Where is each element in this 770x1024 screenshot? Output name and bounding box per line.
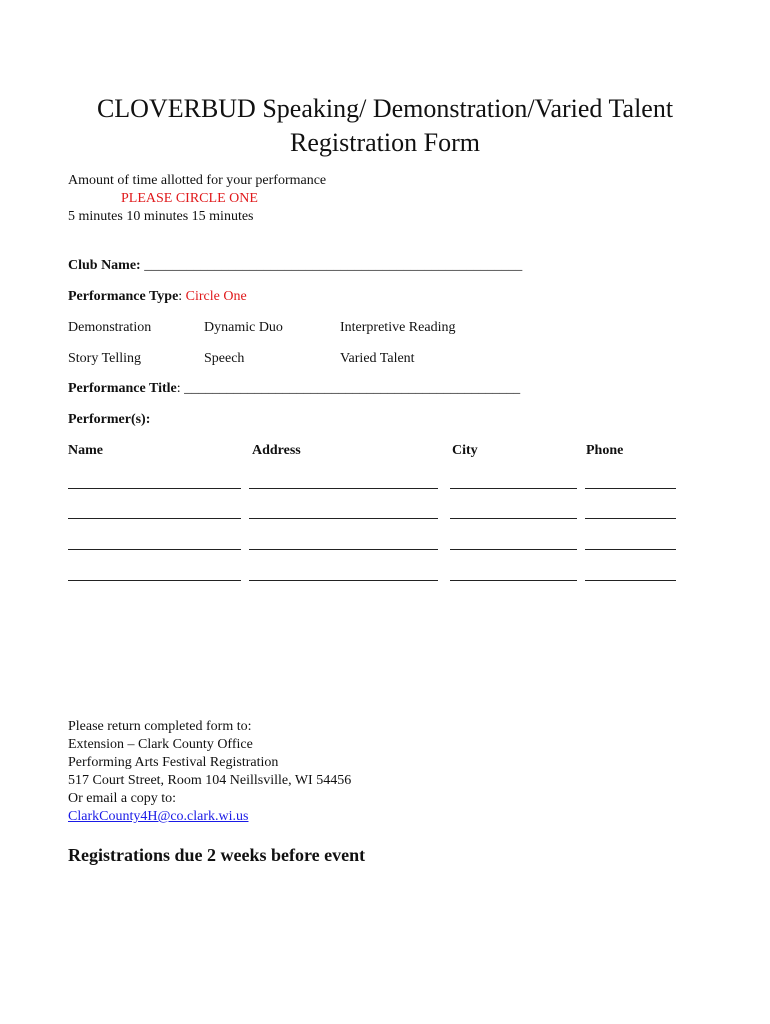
club-name-label: Club Name:	[68, 258, 141, 273]
option-varied-talent[interactable]: Varied Talent	[340, 351, 415, 366]
option-demonstration[interactable]: Demonstration	[68, 320, 152, 335]
return-line-1: Please return completed form to:	[68, 719, 252, 734]
performer-address-field[interactable]	[249, 549, 438, 550]
column-header-name: Name	[68, 443, 103, 458]
performance-title-label: Performance Title	[68, 381, 177, 396]
option-story-telling[interactable]: Story Telling	[68, 351, 142, 366]
option-interpretive-reading[interactable]: Interpretive Reading	[340, 320, 456, 335]
option-speech[interactable]: Speech	[204, 351, 245, 366]
time-options: 5 minutes 10 minutes 15 minutes	[68, 209, 254, 224]
return-line-4: 517 Court Street, Room 104 Neillsville, WI 54456	[68, 773, 352, 788]
performer-name-field[interactable]	[68, 549, 241, 550]
return-line-2: Extension – Clark County Office	[68, 737, 253, 752]
performer-phone-field[interactable]	[585, 580, 676, 581]
option-dynamic-duo[interactable]: Dynamic Duo	[204, 320, 283, 335]
column-header-address: Address	[252, 443, 301, 458]
club-name-blank[interactable]: ______________________________________________________	[144, 258, 523, 273]
performance-type-label: Performance Type	[68, 289, 179, 304]
performer-name-field[interactable]	[68, 518, 241, 519]
performer-address-field[interactable]	[249, 580, 438, 581]
performer-name-field[interactable]	[68, 580, 241, 581]
performers-label: Performer(s):	[68, 412, 151, 427]
column-header-city: City	[452, 443, 478, 458]
form-title-line-1: CLOVERBUD Speaking/ Demonstration/Varied Talent	[96, 94, 674, 123]
performance-title-colon: :	[176, 381, 181, 396]
performer-name-field[interactable]	[68, 488, 241, 489]
performance-title-blank[interactable]: ________________________________________________	[184, 381, 521, 396]
performer-city-field[interactable]	[450, 488, 577, 489]
performance-title-row	[68, 380, 520, 398]
performer-address-field[interactable]	[249, 488, 438, 489]
time-label: Amount of time allotted for your performance	[68, 173, 327, 188]
return-line-3: Performing Arts Festival Registration	[68, 755, 279, 770]
performance-type-instruction: Circle One	[185, 289, 247, 304]
performer-address-field[interactable]	[249, 518, 438, 519]
performer-city-field[interactable]	[450, 580, 577, 581]
time-circle-instruction: PLEASE CIRCLE ONE	[121, 191, 258, 206]
performer-city-field[interactable]	[450, 518, 577, 519]
club-name-row	[68, 257, 522, 275]
performance-type-colon: :	[178, 289, 183, 304]
return-line-5: Or email a copy to:	[68, 791, 177, 806]
performer-phone-field[interactable]	[585, 518, 676, 519]
performer-phone-field[interactable]	[585, 488, 676, 489]
form-title-line-2: Registration Form	[290, 128, 480, 157]
performer-phone-field[interactable]	[585, 549, 676, 550]
email-link[interactable]: ClarkCounty4H@co.clark.wi.us	[68, 809, 249, 824]
deadline-notice: Registrations due 2 weeks before event	[68, 845, 366, 865]
performance-type-row	[68, 288, 247, 306]
column-header-phone: Phone	[586, 443, 624, 458]
performer-city-field[interactable]	[450, 549, 577, 550]
